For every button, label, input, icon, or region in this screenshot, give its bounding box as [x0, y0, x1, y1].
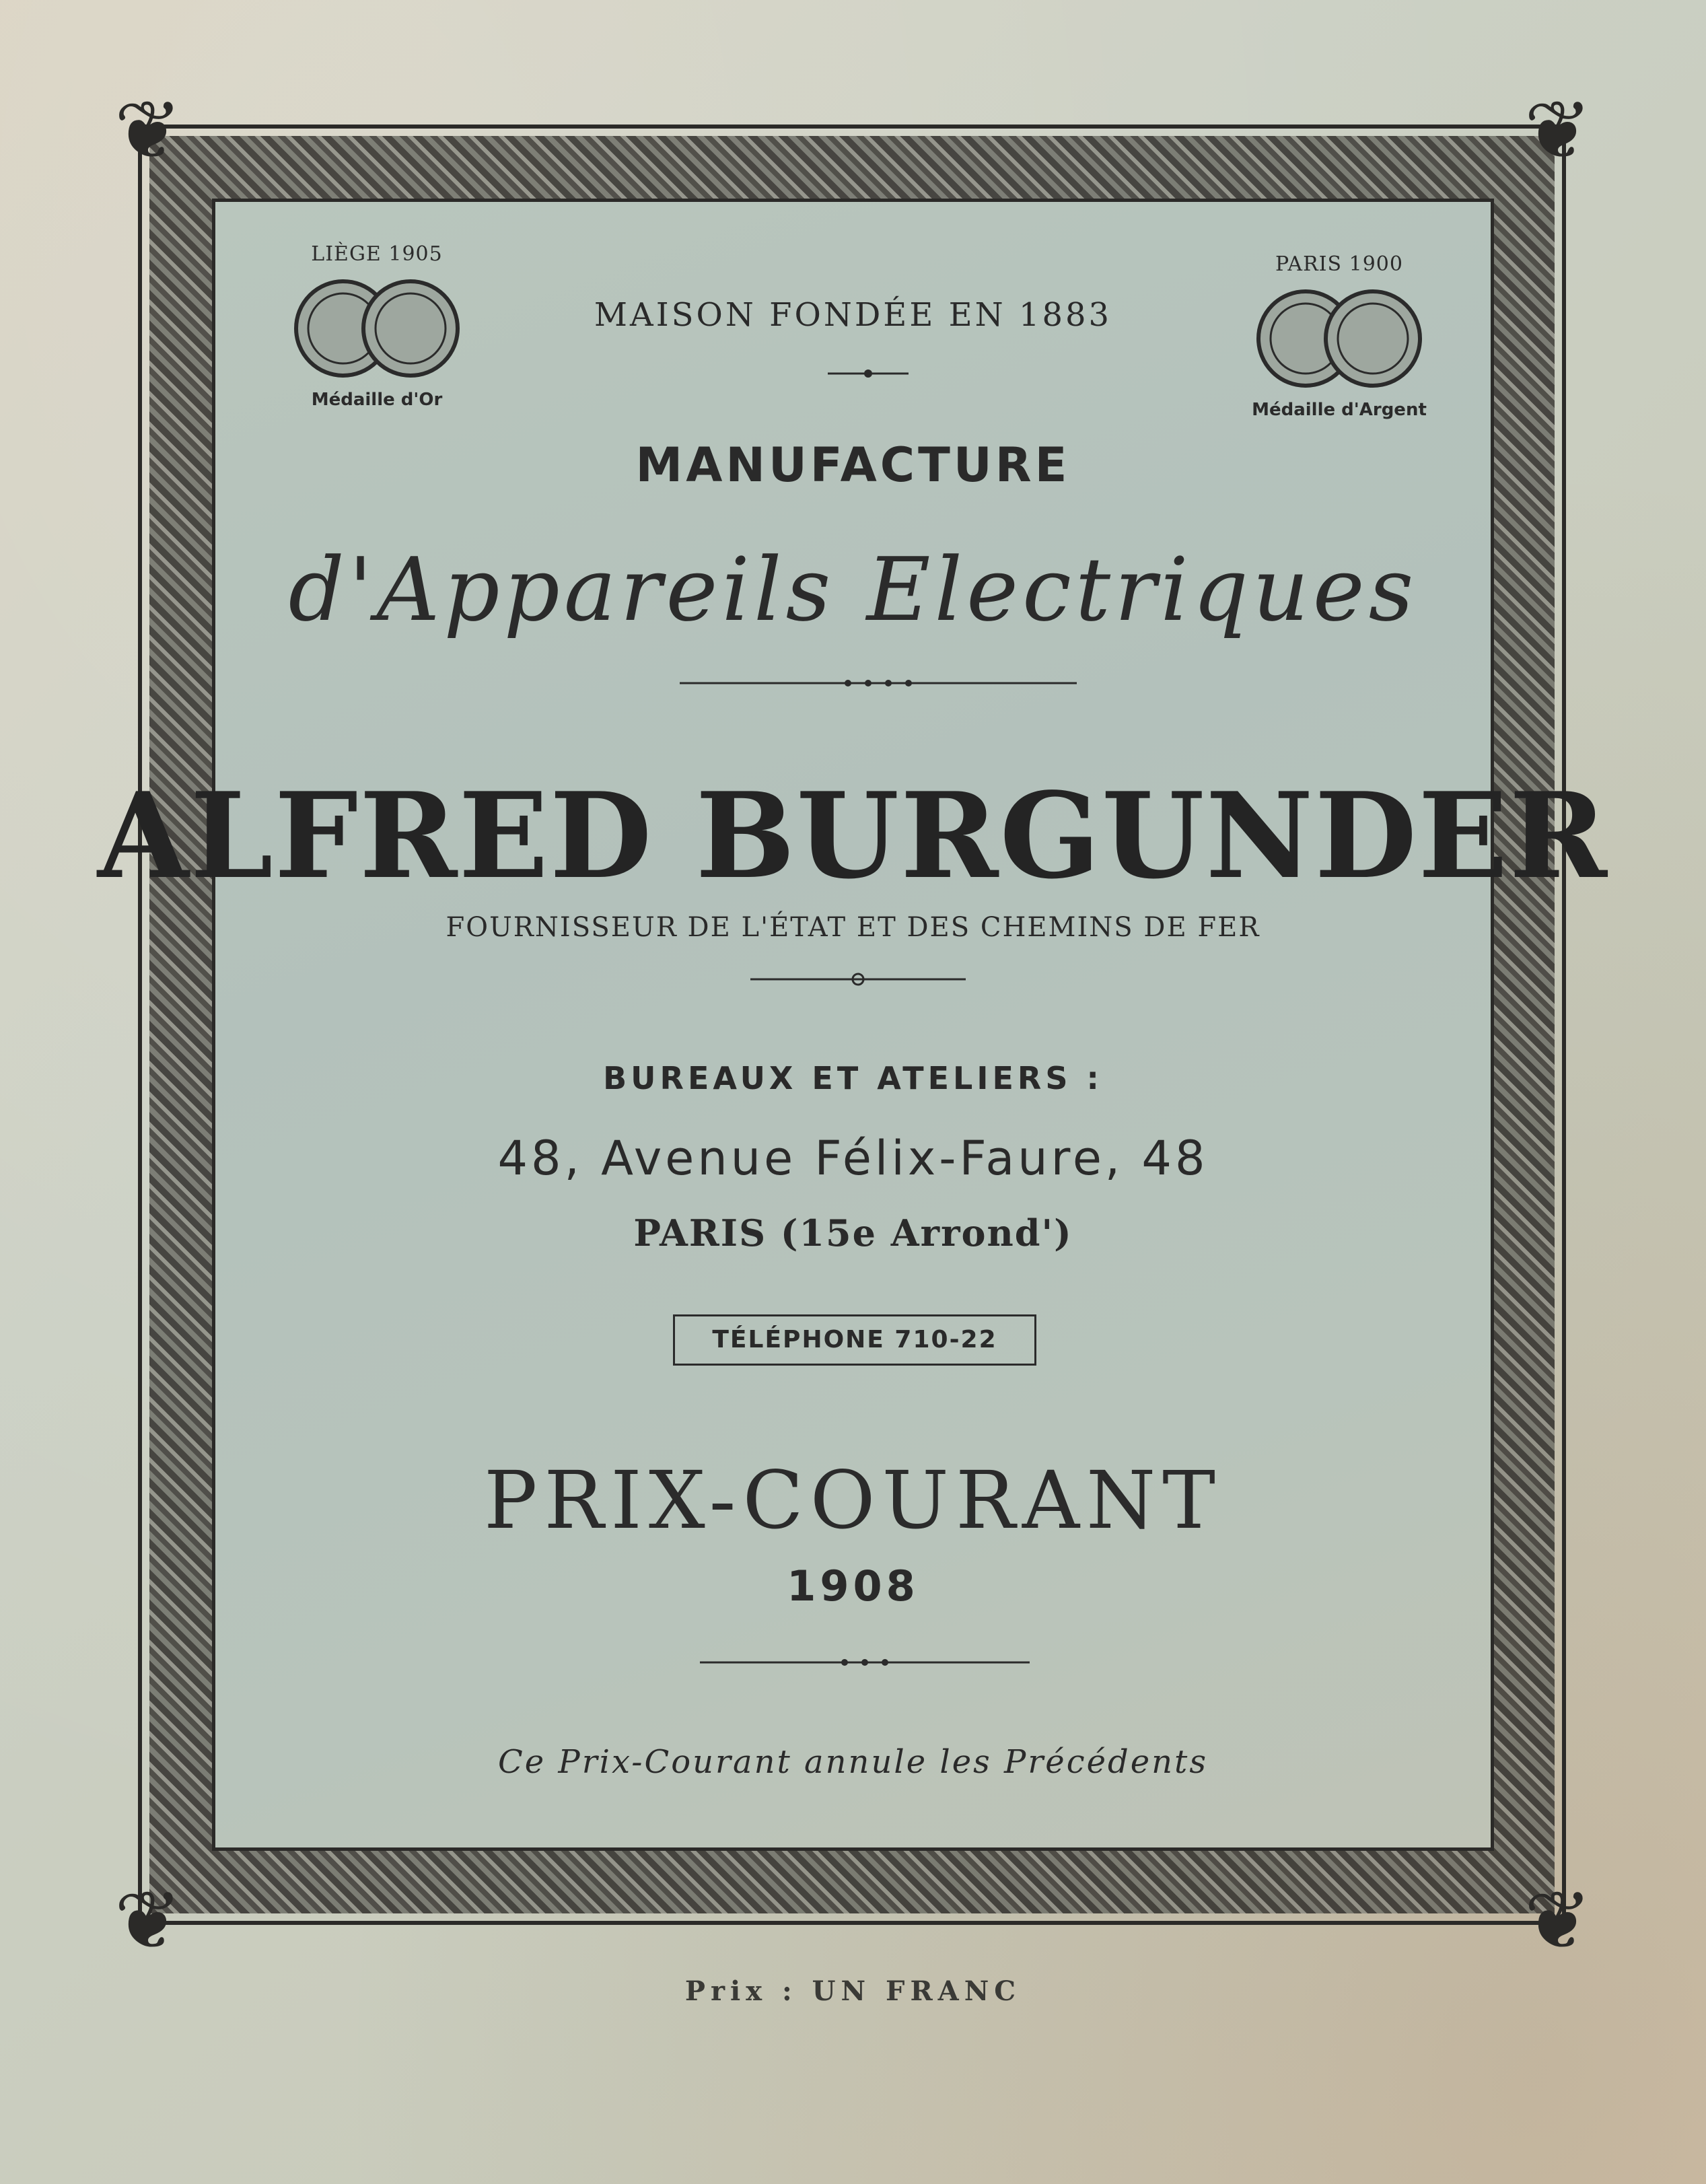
medal-paris [1238, 252, 1440, 420]
address-street: 48, Avenue Félix-Faure, 48 [497, 1131, 1209, 1186]
medal-title: PARIS 1900 [1275, 252, 1403, 276]
ornament-divider [828, 367, 909, 380]
address-label: BUREAUX ET ATELIERS : [603, 1060, 1103, 1096]
catalog-note: Ce Prix-Courant annule les Précédents [498, 1743, 1208, 1781]
fleuron-corner-icon: ❦ [114, 84, 182, 178]
manufacture-title: MANUFACTURE [635, 437, 1071, 493]
telephone-box: TÉLÉPHONE 710-22 [673, 1314, 1036, 1366]
ornament-divider [680, 676, 1077, 690]
catalog-title: PRIX-COURANT [483, 1454, 1222, 1547]
supplier-line: FOURNISSEUR DE L'ÉTAT ET DES CHEMINS DE FER [446, 912, 1260, 943]
ornament-divider [750, 973, 966, 986]
catalog-year: 1908 [787, 1561, 919, 1611]
product-subtitle: d'Appareils Electriques [288, 538, 1418, 641]
fleuron-corner-icon: ❦ [1524, 84, 1592, 178]
medal-caption: Médaille d'Or [311, 390, 443, 410]
medal-caption: Médaille d'Argent [1252, 400, 1427, 420]
medal-title: LIÈGE 1905 [311, 242, 443, 266]
company-name: ALFRED BURGUNDER [97, 767, 1609, 905]
fleuron-corner-icon: ❦ [114, 1874, 182, 1968]
ornament-divider [700, 1656, 1030, 1669]
fleuron-corner-icon: ❦ [1524, 1874, 1592, 1968]
address-city: PARIS (15e Arrond') [633, 1211, 1073, 1255]
cover-price: Prix : UN FRANC [684, 1975, 1022, 2007]
founded-line: MAISON FONDÉE EN 1883 [594, 296, 1112, 334]
